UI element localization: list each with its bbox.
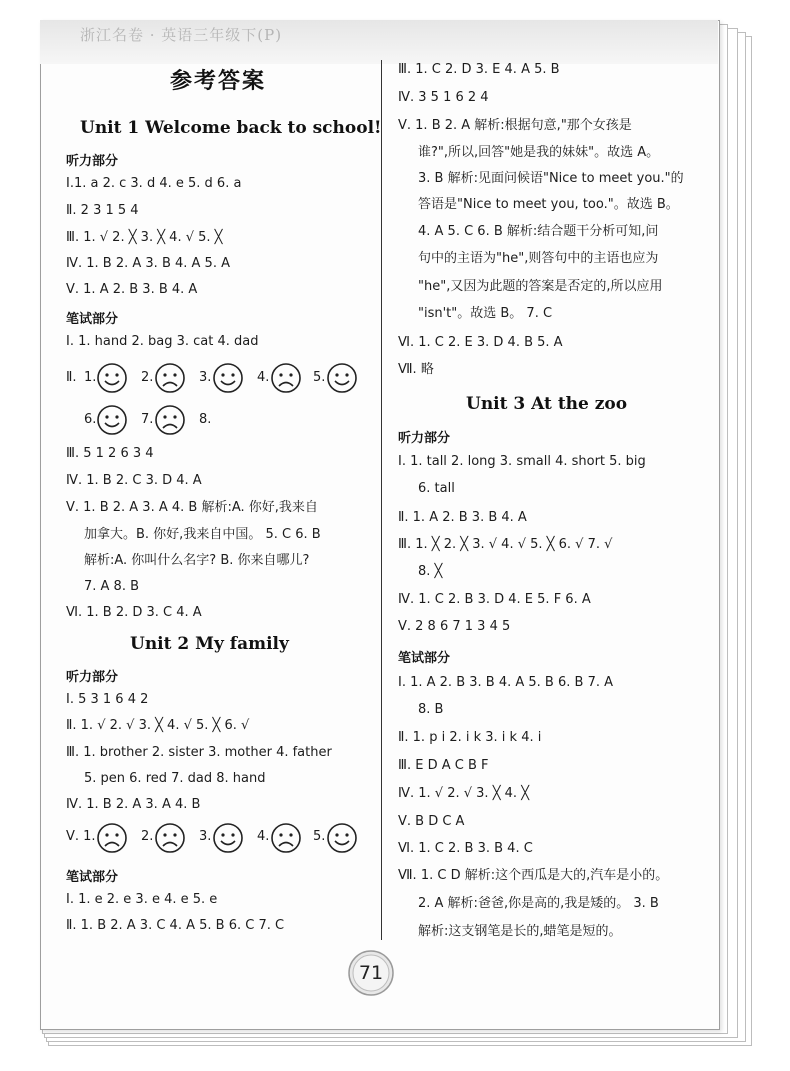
right-r4: Ⅵ. 1. C 2. E 3. D 4. B 5. A bbox=[398, 335, 563, 350]
unit1-w1: Ⅰ. 1. hand 2. bag 3. cat 4. dad bbox=[66, 334, 259, 349]
sad-face-icon bbox=[154, 822, 186, 854]
page-title: 参考答案 bbox=[170, 69, 267, 94]
unit2-listening-heading: 听力部分 bbox=[66, 670, 119, 685]
column-divider bbox=[381, 60, 382, 940]
unit1-w3: Ⅲ. 5 1 2 6 3 4 bbox=[66, 446, 154, 461]
right-r3a: Ⅴ. 1. B 2. A 解析:根据句意,"那个女孩是 bbox=[398, 118, 632, 133]
sad-face-icon bbox=[270, 362, 302, 394]
right-r5: Ⅶ. 略 bbox=[398, 362, 434, 377]
unit3-w4: Ⅳ. 1. √ 2. √ 3. ╳ 4. ╳ bbox=[398, 786, 530, 801]
unit3-w3: Ⅲ. E D A C B F bbox=[398, 758, 489, 773]
face-label-5: 5. bbox=[313, 370, 326, 385]
unit3-w6: Ⅵ. 1. C 2. B 3. B 4. C bbox=[398, 841, 533, 856]
face-label-v5: 5. bbox=[313, 829, 326, 844]
unit1-l5: Ⅴ. 1. A 2. B 3. B 4. A bbox=[66, 282, 198, 297]
unit3-w2: Ⅱ. 1. p i 2. i k 3. i k 4. i bbox=[398, 730, 542, 745]
unit2-w2: Ⅱ. 1. B 2. A 3. C 4. A 5. B 6. C 7. C bbox=[66, 918, 285, 933]
right-r3b: 谁?",所以,回答"她是我的妹妹"。故选 A。 bbox=[418, 145, 660, 160]
unit3-w5: Ⅴ. B D C A bbox=[398, 814, 465, 829]
unit3-w1b: 8. B bbox=[418, 702, 444, 717]
face-label-v4: 4. bbox=[257, 829, 270, 844]
sad-face-icon bbox=[154, 404, 186, 436]
unit3-l3: Ⅲ. 1. ╳ 2. ╳ 3. √ 4. √ 5. ╳ 6. √ 7. √ bbox=[398, 537, 613, 552]
right-r3g: "he",又因为此题的答案是否定的,所以应用 bbox=[418, 279, 663, 294]
unit1-writing-heading: 笔试部分 bbox=[66, 312, 119, 327]
right-r3e: 4. A 5. C 6. B 解析:结合题干分析可知,问 bbox=[418, 224, 659, 239]
unit3-l5: Ⅴ. 2 8 6 7 1 3 4 5 bbox=[398, 619, 511, 634]
unit1-w5c: 解析:A. 你叫什么名字? B. 你来自哪儿? bbox=[84, 553, 310, 568]
unit3-w7b: 2. A 解析:爸爸,你是高的,我是矮的。 3. B bbox=[418, 896, 659, 911]
sad-face-icon bbox=[270, 822, 302, 854]
face-label-v2: 2. bbox=[141, 829, 154, 844]
face-label-3: 3. bbox=[199, 370, 212, 385]
unit3-l1: Ⅰ. 1. tall 2. long 3. small 4. short 5. big bbox=[398, 454, 646, 469]
unit1-title: Unit 1 Welcome back to school! bbox=[80, 118, 382, 138]
right-r3c: 3. B 解析:见面问候语"Nice to meet you."的 bbox=[418, 171, 684, 186]
unit2-l3: Ⅲ. 1. brother 2. sister 3. mother 4. father bbox=[66, 745, 332, 760]
unit1-l2: Ⅱ. 2 3 1 5 4 bbox=[66, 203, 139, 218]
unit2-w1: Ⅰ. 1. e 2. e 3. e 4. e 5. e bbox=[66, 892, 218, 907]
unit3-w7c: 解析:这支钢笔是长的,蜡笔是短的。 bbox=[418, 924, 622, 939]
unit3-l3b: 8. ╳ bbox=[418, 564, 443, 579]
smiley-face-icon bbox=[96, 404, 128, 436]
unit3-l1b: 6. tall bbox=[418, 481, 455, 496]
face-label-4: 4. bbox=[257, 370, 270, 385]
unit3-l4: Ⅳ. 1. C 2. B 3. D 4. E 5. F 6. A bbox=[398, 592, 591, 607]
face-label-1: 1. bbox=[84, 370, 97, 385]
face-label-6: 6. bbox=[84, 412, 97, 427]
unit1-listening-heading: 听力部分 bbox=[66, 154, 119, 169]
right-r2: Ⅳ. 3 5 1 6 2 4 bbox=[398, 90, 489, 105]
unit2-l4: Ⅳ. 1. B 2. A 3. A 4. B bbox=[66, 797, 201, 812]
unit1-l1: Ⅰ.1. a 2. c 3. d 4. e 5. d 6. a bbox=[66, 176, 242, 191]
unit3-w1: Ⅰ. 1. A 2. B 3. B 4. A 5. B 6. B 7. A bbox=[398, 675, 613, 690]
unit2-l1: Ⅰ. 5 3 1 6 4 2 bbox=[66, 692, 149, 707]
right-r1: Ⅲ. 1. C 2. D 3. E 4. A 5. B bbox=[398, 62, 560, 77]
unit1-w2-prefix: Ⅱ. bbox=[66, 370, 77, 385]
smiley-face-icon bbox=[326, 362, 358, 394]
face-label-2: 2. bbox=[141, 370, 154, 385]
sad-face-icon bbox=[154, 362, 186, 394]
unit2-l5-prefix: Ⅴ. 1. bbox=[66, 829, 96, 844]
unit2-title: Unit 2 My family bbox=[130, 634, 289, 654]
sad-face-icon bbox=[96, 822, 128, 854]
unit1-w5d: 7. A 8. B bbox=[84, 579, 140, 594]
unit1-w5b: 加拿大。B. 你好,我来自中国。 5. C 6. B bbox=[84, 527, 321, 542]
unit3-title: Unit 3 At the zoo bbox=[466, 394, 628, 414]
unit3-writing-heading: 笔试部分 bbox=[398, 651, 451, 666]
right-r3h: "isn't"。故选 B。 7. C bbox=[418, 306, 553, 321]
smiley-face-icon bbox=[326, 822, 358, 854]
unit1-l4: Ⅳ. 1. B 2. A 3. B 4. A 5. A bbox=[66, 256, 230, 271]
unit2-writing-heading: 笔试部分 bbox=[66, 870, 119, 885]
unit3-listening-heading: 听力部分 bbox=[398, 431, 451, 446]
unit2-l3b: 5. pen 6. red 7. dad 8. hand bbox=[84, 771, 266, 786]
face-label-8: 8. bbox=[199, 412, 212, 427]
smiley-face-icon bbox=[212, 362, 244, 394]
page-number: 71 bbox=[358, 962, 384, 984]
unit3-w7a: Ⅶ. 1. C D 解析:这个西瓜是大的,汽车是小的。 bbox=[398, 868, 669, 883]
unit2-l2: Ⅱ. 1. √ 2. √ 3. ╳ 4. √ 5. ╳ 6. √ bbox=[66, 718, 250, 733]
unit1-l3: Ⅲ. 1. √ 2. ╳ 3. ╳ 4. √ 5. ╳ bbox=[66, 230, 223, 245]
header-text: 浙江名卷 · 英语三年级下(P) bbox=[80, 26, 283, 44]
smiley-face-icon bbox=[212, 822, 244, 854]
right-r3d: 答语是"Nice to meet you, too."。故选 B。 bbox=[418, 197, 679, 212]
unit3-l2: Ⅱ. 1. A 2. B 3. B 4. A bbox=[398, 510, 527, 525]
face-label-7: 7. bbox=[141, 412, 154, 427]
smiley-face-icon bbox=[96, 362, 128, 394]
unit1-w4: Ⅳ. 1. B 2. C 3. D 4. A bbox=[66, 473, 202, 488]
unit1-w5a: Ⅴ. 1. B 2. A 3. A 4. B 解析:A. 你好,我来自 bbox=[66, 500, 318, 515]
face-label-v3: 3. bbox=[199, 829, 212, 844]
right-r3f: 句中的主语为"he",则答句中的主语也应为 bbox=[418, 251, 659, 266]
unit1-w6: Ⅵ. 1. B 2. D 3. C 4. A bbox=[66, 605, 202, 620]
